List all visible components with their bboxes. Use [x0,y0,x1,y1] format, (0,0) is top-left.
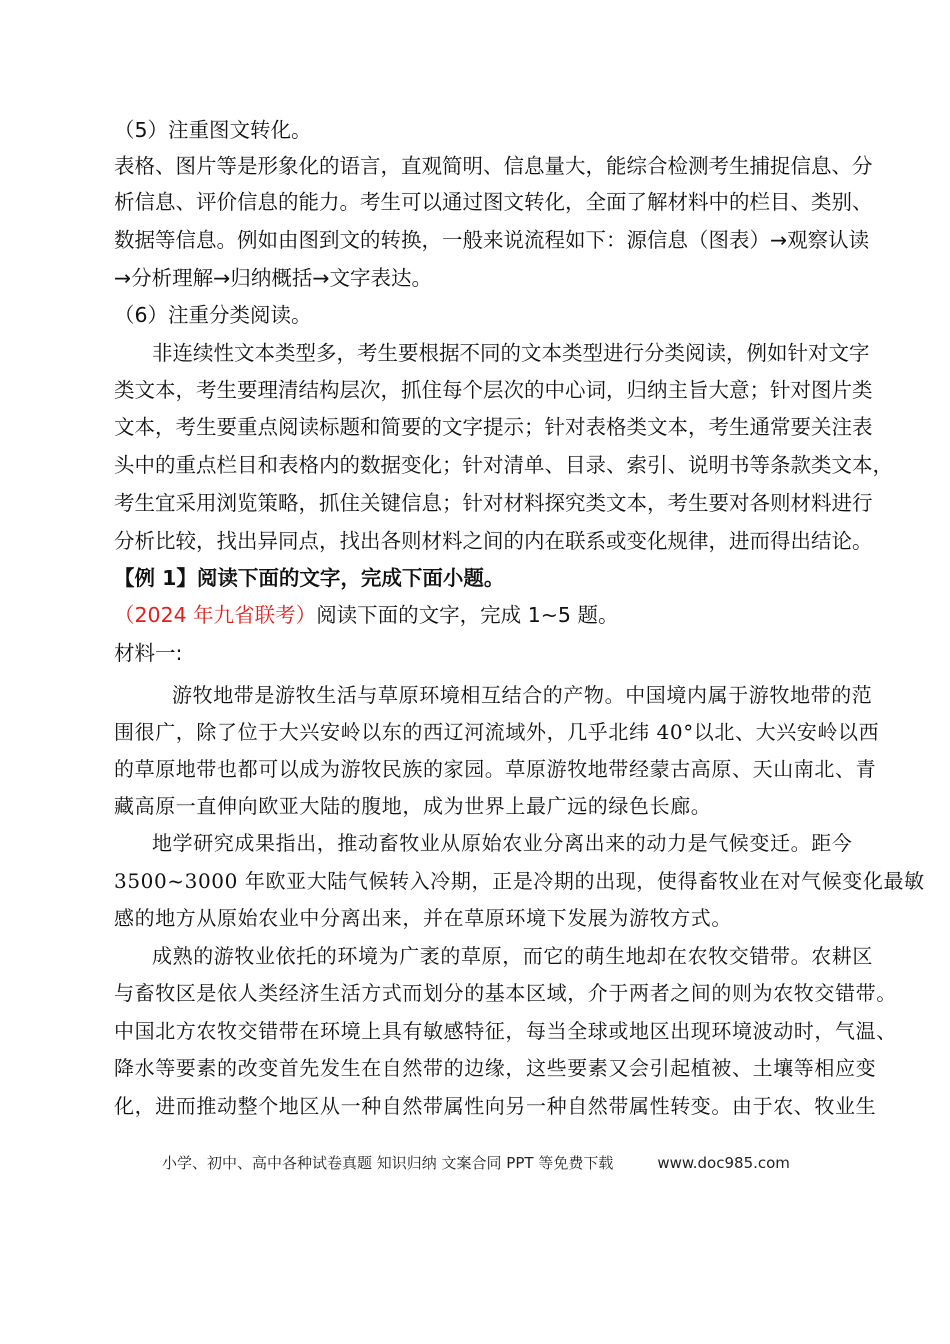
material-line-12: 化，进而推动整个地区从一种自然带属性向另一种自然带属性转变。由于农、牧业生 [114,1094,877,1118]
section5-line-4: →分析理解→归纳概括→文字表达。 [114,266,433,290]
material-line-8: 成熟的游牧业依托的环境为广袤的草原，而它的萌生地却在农牧交错带。农耕区 [152,944,873,968]
page-footer [162,1152,790,1173]
example-source: （2024 年九省联考） [114,603,317,627]
material-line-9: 与畜牧区是依人类经济生活方式而划分的基本区域，介于两者之间的则为农牧交错带。 [114,981,897,1005]
section6-line-3: 文本，考生要重点阅读标题和简要的文字提示；针对表格类文本，考生通常要关注表 [114,415,873,439]
material-line-3: 的草原地带也都可以成为游牧民族的家园。草原游牧地带经蒙古高原、天山南北、青 [114,757,877,781]
material-line-7: 感的地方从原始农业中分离出来，并在草原环境下发展为游牧方式。 [114,906,732,930]
section6-heading: （6）注重分类阅读。 [114,303,312,327]
footer-url[interactable]: www.doc985.com [657,1154,790,1172]
material-line-4: 藏高原一直伸向欧亚大陆的腹地，成为世界上最广远的绿色长廊。 [114,794,712,818]
material-label: 材料一: [114,641,183,665]
material-line-10: 中国北方农牧交错带在环境上具有敏感特征，每当全球或地区出现环境波动时，气温、 [114,1019,897,1043]
section5-line-3: 数据等信息。例如由图到文的转换，一般来说流程如下：源信息（图表）→观察认读 [114,228,870,252]
material-line-1: 游牧地带是游牧生活与草原环境相互结合的产物。中国境内属于游牧地带的范 [172,683,873,707]
example-title: 【例 1】阅读下面的文字，完成下面小题。 [114,566,505,590]
section6-line-6: 分析比较，找出异同点，找出各则材料之间的内在联系或变化规律，进而得出结论。 [114,529,873,553]
section6-line-1: 非连续性文本类型多，考生要根据不同的文本类型进行分类阅读，例如针对文字 [152,341,870,365]
material-line-5: 地学研究成果指出，推动畜牧业从原始农业分离出来的动力是气候变迁。距今 [152,831,853,855]
section5-line-1: 表格、图片等是形象化的语言，直观简明、信息量大，能综合检测考生捕捉信息、分 [114,154,873,178]
section5-line-2: 析信息、评价信息的能力。考生可以通过图文转化，全面了解材料中的栏目、类别、 [114,190,873,214]
section6-line-5: 考生宜采用浏览策略，抓住关键信息；针对材料探究类文本，考生要对各则材料进行 [114,491,873,515]
footer-text: 小学、初中、高中各种试卷真题 知识归纳 文案合同 PPT 等免费下载 [162,1154,614,1172]
example-instruction: 阅读下面的文字，完成 1~5 题。 [316,603,619,627]
material-line-2: 围很广，除了位于大兴安岭以东的西辽河流域外，几乎北纬 40°以北、大兴安岭以西 [114,720,880,744]
material-line-11: 降水等要素的改变首先发生在自然带的边缘，这些要素又会引起植被、土壤等相应变 [114,1056,877,1080]
section6-line-4: 头中的重点栏目和表格内的数据变化；针对清单、目录、索引、说明书等条款类文本， [114,453,893,477]
example-source-line [114,602,618,628]
material-line-6: 3500~3000 年欧亚大陆气候转入冷期，正是冷期的出现，使得畜牧业在对气候变化最敏 [114,869,925,893]
section5-heading: （5）注重图文转化。 [114,118,312,142]
section6-line-2: 类文本，考生要理清结构层次，抓住每个层次的中心词，归纳主旨大意；针对图片类 [114,378,873,402]
